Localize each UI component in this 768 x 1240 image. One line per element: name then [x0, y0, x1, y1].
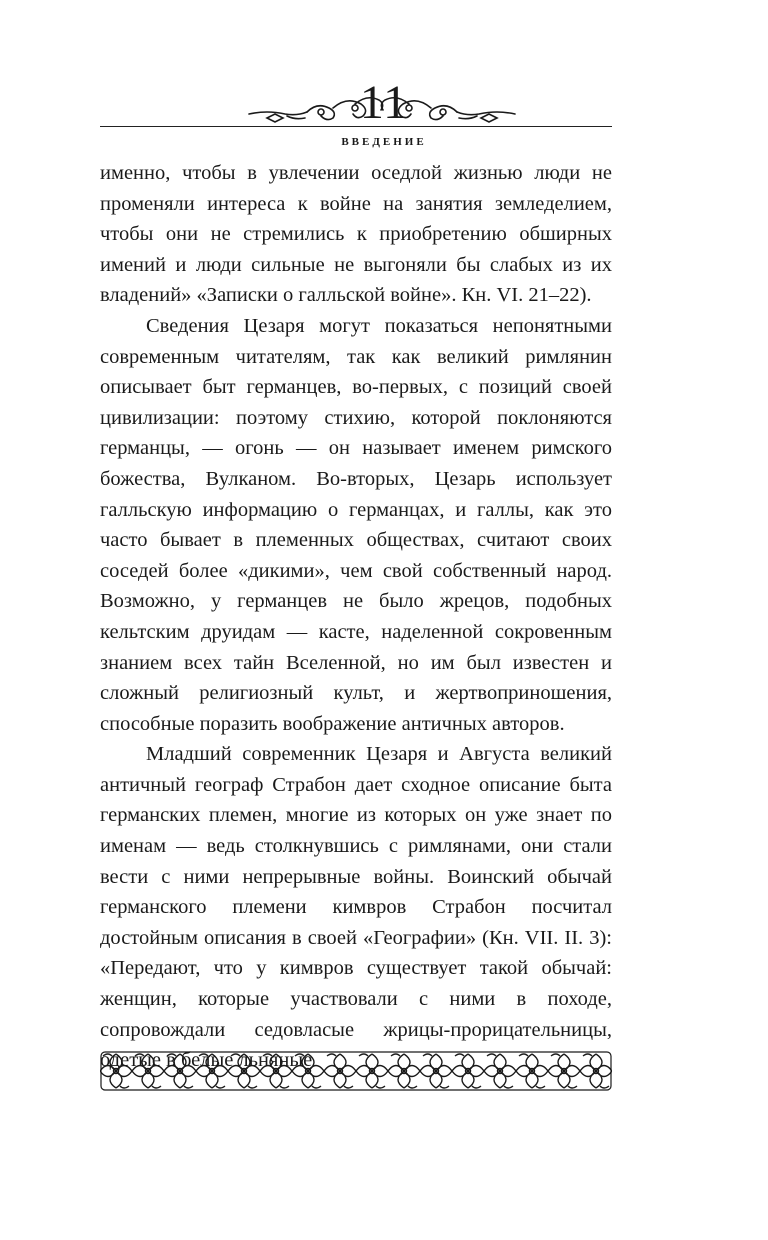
header-rule — [100, 126, 612, 127]
page-number: 11 — [359, 76, 409, 129]
right-scroll-ornament — [377, 90, 517, 124]
paragraph-3: Младший современник Цезаря и Августа великий античный географ Страбон дает сходное описание быта германских племен, многие из которых он уже знает по именам — ведь столкнувшись с римлянами, они стали вести с ними непрерывные войны. Воинский обычай германского племени кимвров Страбон посчитал достойным описания в своей «Географии» (Кн. VII. II. 3): «Передают, что у кимвров существует такой обычай: женщин, которые участвовали с ними в походе, сопровождали седовласые жрицы-прорицательницы, — [100, 743, 612, 1041]
page-header — [0, 0, 768, 160]
paragraph-2: Сведения Цезаря могут показаться непонятными современным читателям, так как великий римлянин описывает быт германцев, во-первых, с позиций своей цивилизации: поэтому стихию, которой поклоняются германцы, — огонь — он называет именем римского божества, Вулканом. Во-вторых, Цезарь использует галльскую информацию о германцах, и галлы, как это часто бывает в племенных обществах, считают своих соседей более «дикими», чем свой собственный народ. Возможно, у германцев не было жрецов, подобных кельтским друидам — касте, наделенной сокровенным знанием всех тайн Вселенной, но им был известен и сложный религиозный культ, и жертвоприношения, способные поразить воображение античных авторов. — [100, 314, 612, 735]
section-label: ВВЕДЕНИЕ — [341, 136, 427, 148]
paragraph-1: именно, чтобы в увлечении оседлой жизнью люди не променяли интереса к войне на занятия земледелием, чтобы они не стремились к приобретению обширных имений и люди сильные не выгоняли бы слабых из их владений» «Записки о галльской войне». Кн. VI. 21–22). — [100, 162, 612, 307]
footer-ornament-band — [100, 1050, 612, 1092]
body-text — [100, 158, 612, 1076]
